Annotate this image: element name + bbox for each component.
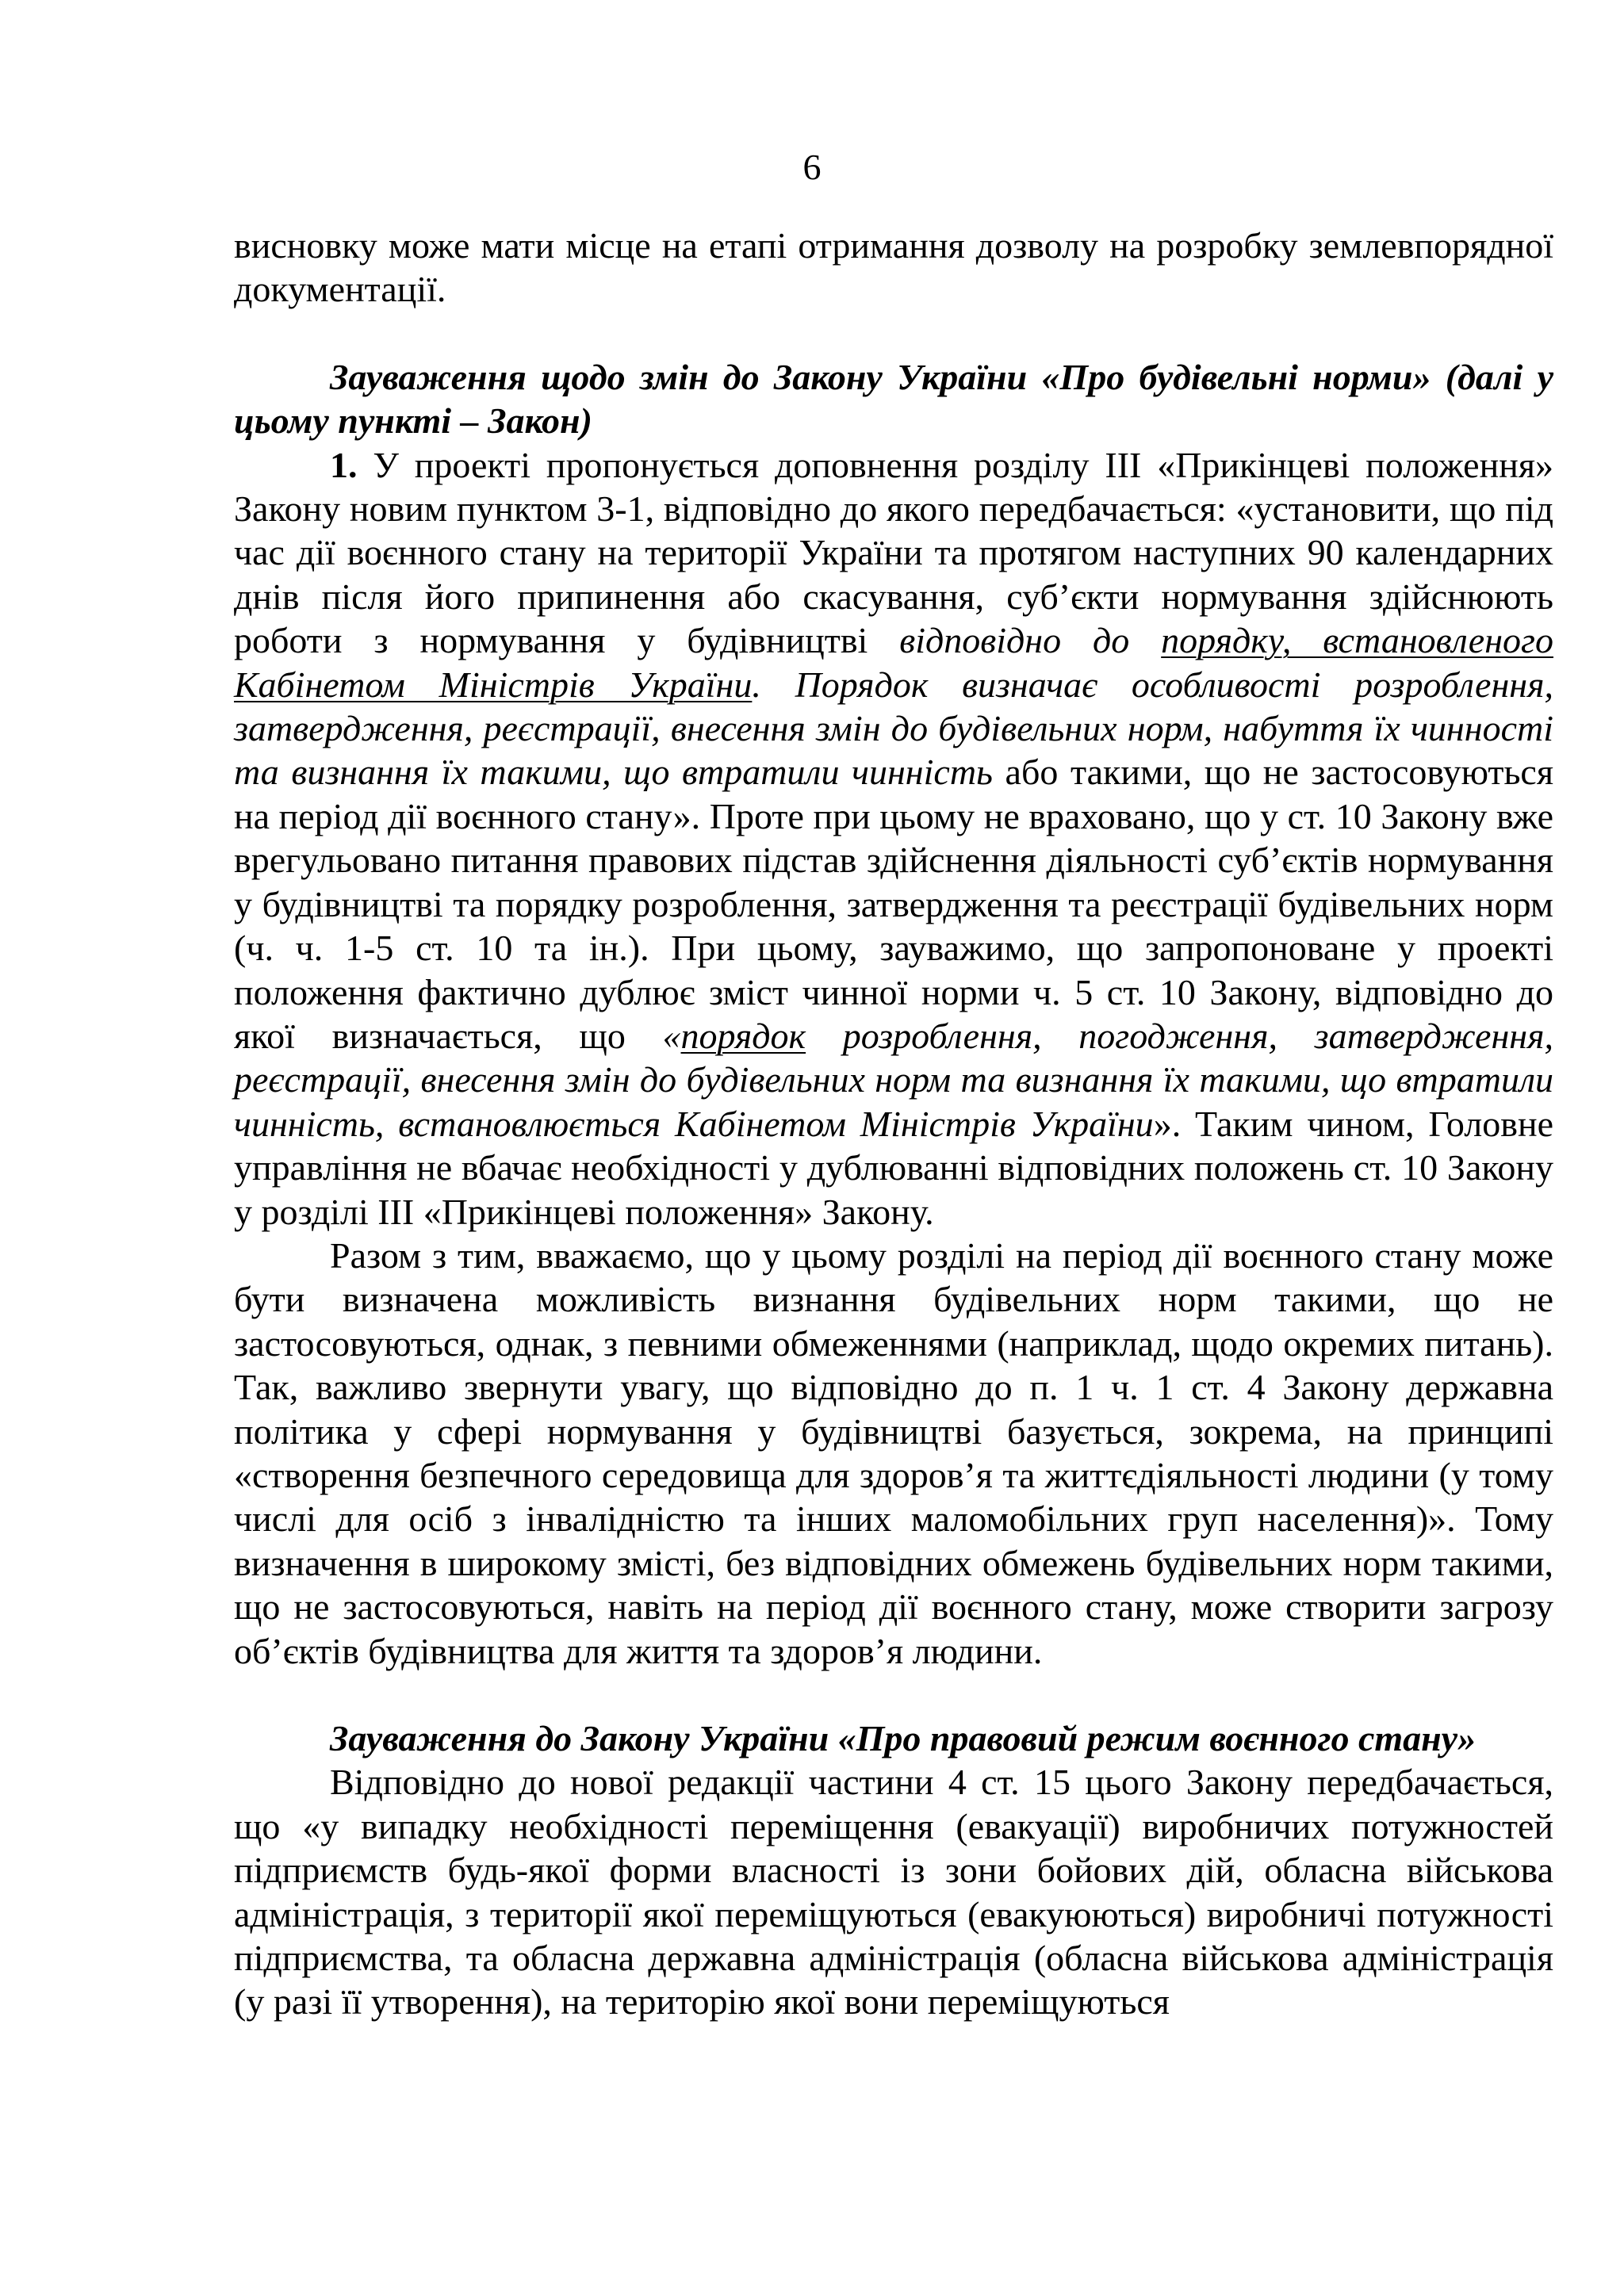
point-number: 1. [330,444,358,485]
italic-segment: відповідно до [899,620,1162,661]
text-segment: або такими, що не застосовуються на період дії воєнного стану». Проте при цьому не враховано, що у ст. 10 Закону вже врегульовано питання правових підстав здійснення діяльності суб’єктів нормування у будівництві та порядку розроблення, затвердження та реєстрації будівельних норм (ч. ч. 1-5 ст. 10 та ін.). При цьому, зауважимо, що запропоноване у проекті положення фактично дублює зміст чинної норми ч. 5 ст. 10 Закону, відповідно до якої визначається, що [234,752,1553,1056]
section-heading-martial-law: Зауваження до Закону України «Про правовий режим воєнного стану» [330,1718,1477,1758]
underlined-italic-segment: порядок [680,1015,806,1056]
paragraph-2: Разом з тим, вважаємо, що у цьому розділі на період дії воєнного стану може бути визначена можливість визнання будівельних норм такими, що не застосовуються, однак, з певними обмеженнями (наприклад, щодо окремих питань). Так, важливо звернути увагу, що відповідно до п. 1 ч. 1 ст. 4 Закону державна політика у сфері нормування у будівництві базується, зокрема, на принципі «створення безпечного середовища для здоров’я та життєдіяльності людини (у тому числі для осіб з інвалідністю та інших маломобільних груп населення)». Тому визначення в широкому змісті, без відповідних обмежень будівельних норм такими, що не застосовуються, навіть на період дії воєнного стану, може створити загрозу об’єктів будівництва для життя та здоров’я людини. [234,1234,1553,1671]
paragraph-continuation: висновку може мати місце на етапі отримання дозволу на розробку землевпорядної документації. [234,225,1553,310]
text-segment: У проекті пропонується доповнення розділу III «Прикінцеві положення» Закону новим пунктом 3-1, відповідно до якого передбачається: «установити, що під час дії воєнного стану на території України та протягом наступних 90 календарних днів після його припинення або скасування, суб’єкти нормування здійснюють роботи з нормування у будівництві [234,444,1553,661]
paragraph-3: Відповідно до нової редакції частини 4 ст. 15 цього Закону передбачається, що «у випадку необхідності переміщення (евакуації) виробничих потужностей підприємств будь-якої форми власності із зони бойових дій, обласна військова адміністрація, з території якої переміщуються (евакуюються) виробничі потужності підприємства, та обласна державна адміністрація (обласна військова адміністрація (у разі її утворення), на територію якої вони переміщуються [234,1762,1553,2022]
section-heading-building-norms: Зауваження щодо змін до Закону України «Про будівельні норми» (далі у цьому пункті – Закон) [234,356,1553,442]
underlined-italic-segment: порядку, встановленого Кабінетом Міністрів України [234,620,1553,705]
italic-segment: « [662,1015,681,1056]
text-segment: ». Таким чином, Головне управління не вбачає необхідності у дублюванні відповідних положень ст. 10 Закону у розділі III «Прикінцеві положення» Закону. [234,1103,1553,1232]
italic-segment: . Порядок визначає особливості розроблення, затвердження, реєстрації, внесення змін до будівельних норм, набуття їх чинності та визнання їх такими, що втратили чинність [234,664,1553,793]
page-number: 6 [802,147,822,187]
paragraph-point-1 [234,443,1553,1234]
italic-segment: розроблення, погодження, затвердження, реєстрації, внесення змін до будівельних норм та визнання їх такими, що втратили чинність, встановлюється Кабінетом Міністрів України [234,1015,1553,1144]
document-body [234,224,1553,2024]
